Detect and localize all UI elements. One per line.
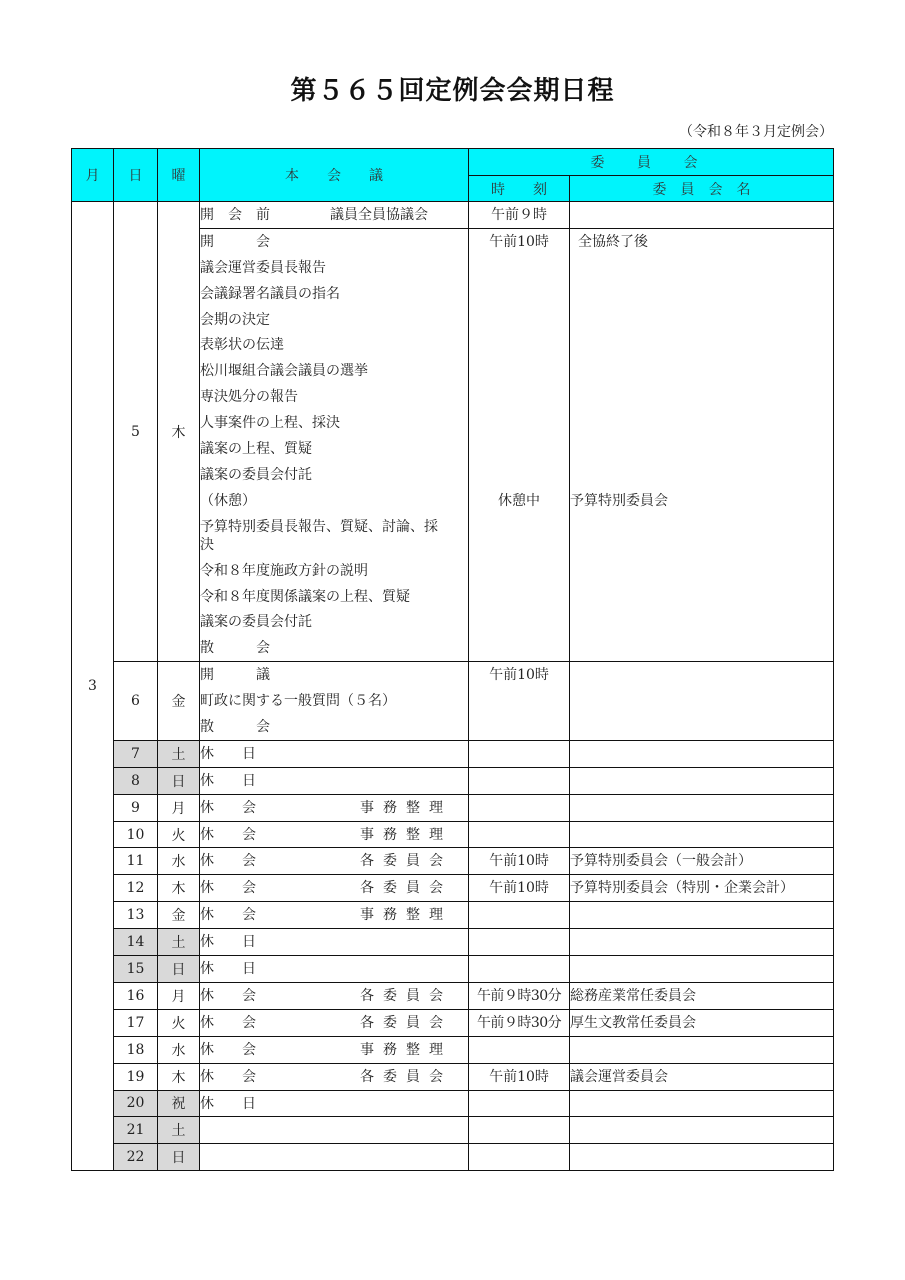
time-cell xyxy=(469,662,570,741)
weekday-cell: 日 xyxy=(158,956,200,983)
committee-value xyxy=(570,768,833,794)
time-cell xyxy=(469,902,570,929)
time-cell xyxy=(469,1036,570,1063)
day-cell: 20 xyxy=(114,1090,158,1117)
day-cell: 17 xyxy=(114,1009,158,1036)
time-cell xyxy=(469,740,570,767)
header-weekday: 曜 xyxy=(158,149,200,202)
time-value xyxy=(469,795,569,821)
plenary-label: 休 会 xyxy=(200,907,256,924)
agenda-item: 人事案件の上程、採決 xyxy=(200,415,340,432)
committee-cell xyxy=(570,202,834,229)
committee-cell xyxy=(570,902,834,929)
plenary-cell xyxy=(200,767,469,794)
time-value xyxy=(469,902,569,928)
table-row xyxy=(72,1144,834,1171)
plenary-cell xyxy=(200,202,469,229)
plenary-detail: 各委員会 xyxy=(360,1068,452,1085)
plenary-label: 休 会 xyxy=(200,1041,256,1058)
agenda-item: 松川堰組合議会議員の選挙 xyxy=(200,363,368,380)
plenary-label: 休 会 xyxy=(200,880,256,897)
agenda-item: 議会運営委員長報告 xyxy=(200,259,326,276)
weekday-cell: 木 xyxy=(158,875,200,902)
time-value xyxy=(469,741,569,767)
committee-value xyxy=(570,741,833,767)
weekday-cell: 火 xyxy=(158,1009,200,1036)
table-row xyxy=(72,875,834,902)
committee-cell xyxy=(570,767,834,794)
day-cell: 9 xyxy=(114,794,158,821)
header-time: 時 刻 xyxy=(469,176,570,202)
header-committee: 委 員 会 xyxy=(469,149,834,176)
committee-cell xyxy=(570,1063,834,1090)
time-value: 午前10時 xyxy=(489,667,549,684)
day-cell: 8 xyxy=(114,767,158,794)
time-cell xyxy=(469,956,570,983)
table-row xyxy=(72,1009,834,1036)
plenary-cell xyxy=(200,740,469,767)
day-cell: 12 xyxy=(114,875,158,902)
plenary-detail: 各委員会 xyxy=(360,853,452,870)
day-cell: 13 xyxy=(114,902,158,929)
plenary-cell xyxy=(200,848,469,875)
plenary-label: 休 会 xyxy=(200,1068,256,1085)
time-value xyxy=(469,768,569,794)
agenda-item: 令和８年度関係議案の上程、質疑 xyxy=(200,588,410,605)
committee-value: 予算特別委員会（特別・企業会計） xyxy=(570,880,794,897)
plenary-label: 休 会 xyxy=(200,826,256,843)
time-value xyxy=(469,1037,569,1063)
agenda-item: 専決処分の報告 xyxy=(200,389,298,406)
plenary-cell xyxy=(200,821,469,848)
plenary-label: 休 会 xyxy=(200,799,256,816)
table-row xyxy=(72,1117,834,1144)
time-cell xyxy=(469,929,570,956)
time-value xyxy=(469,1091,569,1117)
day-cell: 18 xyxy=(114,1036,158,1063)
plenary-cell xyxy=(200,1009,469,1036)
agenda-item: 散 会 xyxy=(200,640,270,657)
plenary-cell xyxy=(200,1036,469,1063)
agenda-item: 散 会 xyxy=(200,719,270,736)
committee-cell xyxy=(570,662,834,741)
agenda-item: 令和８年度施政方針の説明 xyxy=(200,562,368,579)
plenary-detail: 事務整理 xyxy=(360,826,452,843)
committee-value: 議会運営委員会 xyxy=(570,1068,668,1085)
time-cell xyxy=(469,1090,570,1117)
time-value: 午前９時30分 xyxy=(476,1014,562,1031)
time-value: 午前10時 xyxy=(489,1068,549,1085)
time-value: 午前10時 xyxy=(489,233,549,250)
time-cell xyxy=(469,202,570,229)
plenary-label: 休 会 xyxy=(200,987,256,1004)
day-cell: 16 xyxy=(114,982,158,1009)
committee-cell xyxy=(570,740,834,767)
plenary-cell xyxy=(200,794,469,821)
table-row xyxy=(72,1036,834,1063)
weekday-cell: 土 xyxy=(158,929,200,956)
time-cell xyxy=(469,1117,570,1144)
time-value xyxy=(469,1117,569,1143)
day-cell: 5 xyxy=(114,202,158,662)
day-cell: 11 xyxy=(114,848,158,875)
table-row xyxy=(72,982,834,1009)
schedule-table xyxy=(71,148,834,1171)
page-title: 第５６５回定例会会期日程 xyxy=(290,76,615,106)
day-cell: 21 xyxy=(114,1117,158,1144)
pre-label: 開 会 前 xyxy=(200,207,270,223)
committee-value xyxy=(570,822,833,848)
committee-value xyxy=(570,1091,833,1117)
table-row-day5-pre xyxy=(72,202,834,229)
agenda-item: 開 議 xyxy=(200,667,270,684)
committee-value xyxy=(570,929,833,955)
table-row xyxy=(72,956,834,983)
agenda-item: （休憩） xyxy=(200,492,256,509)
agenda-item: 表彰状の伝達 xyxy=(200,337,284,354)
committee-value: 予算特別委員会（一般会計） xyxy=(570,853,752,870)
time-value xyxy=(469,956,569,982)
day-cell: 7 xyxy=(114,740,158,767)
day-cell: 22 xyxy=(114,1144,158,1171)
agenda-item: 議案の委員会付託 xyxy=(200,614,312,631)
plenary-cell xyxy=(200,1144,469,1171)
committee-value: 厚生文教常任委員会 xyxy=(570,1014,696,1031)
plenary-cell xyxy=(200,902,469,929)
table-row xyxy=(72,767,834,794)
header-plenary: 本 会 議 xyxy=(200,149,469,202)
time-cell xyxy=(469,228,570,661)
committee-cell xyxy=(570,956,834,983)
day-cell: 14 xyxy=(114,929,158,956)
plenary-detail: 各委員会 xyxy=(360,1014,452,1031)
day-cell: 10 xyxy=(114,821,158,848)
plenary-cell xyxy=(200,1090,469,1117)
committee-cell xyxy=(570,929,834,956)
committee-cell xyxy=(570,1036,834,1063)
plenary-cell xyxy=(200,982,469,1009)
committee-value xyxy=(570,902,833,928)
table-row xyxy=(72,821,834,848)
plenary-label: 休 会 xyxy=(200,1014,256,1031)
weekday-cell: 土 xyxy=(158,740,200,767)
weekday-cell: 水 xyxy=(158,848,200,875)
committee-cell xyxy=(570,982,834,1009)
agenda-item: 議案の上程、質疑 xyxy=(200,441,312,458)
recess-time: 休憩中 xyxy=(498,492,540,509)
plenary-label: 休 日 xyxy=(200,772,256,789)
weekday-cell: 日 xyxy=(158,767,200,794)
committee-value xyxy=(570,1144,833,1170)
committee-value: 全協終了後 xyxy=(578,233,648,250)
weekday-cell: 水 xyxy=(158,1036,200,1063)
time-value: 午前９時 xyxy=(491,207,547,223)
time-cell xyxy=(469,848,570,875)
committee-cell xyxy=(570,1009,834,1036)
table-row xyxy=(72,1063,834,1090)
time-value: 午前10時 xyxy=(489,853,549,870)
committee-cell xyxy=(570,1144,834,1171)
committee-cell xyxy=(570,821,834,848)
table-row xyxy=(72,794,834,821)
plenary-label: 休 日 xyxy=(200,745,256,762)
plenary-cell xyxy=(200,1117,469,1144)
plenary-cell xyxy=(200,956,469,983)
time-value xyxy=(469,1144,569,1170)
weekday-cell: 月 xyxy=(158,982,200,1009)
committee-value: 総務産業常任委員会 xyxy=(570,987,696,1004)
weekday-cell: 日 xyxy=(158,1144,200,1171)
time-cell xyxy=(469,1144,570,1171)
header-month: 月 xyxy=(72,149,114,202)
weekday-cell: 木 xyxy=(158,1063,200,1090)
day-cell: 6 xyxy=(114,662,158,741)
plenary-detail: 事務整理 xyxy=(360,907,452,924)
day-cell: 19 xyxy=(114,1063,158,1090)
agenda-item: 町政に関する一般質問（５名） xyxy=(200,693,396,710)
plenary-items-cell xyxy=(200,662,469,741)
time-value: 午前９時30分 xyxy=(476,987,562,1004)
committee-cell xyxy=(570,848,834,875)
committee-value xyxy=(570,795,833,821)
agenda-item: 予算特別委員長報告、質疑、討論、採決 xyxy=(200,518,438,553)
plenary-label: 休 日 xyxy=(200,961,256,978)
committee-cell xyxy=(570,228,834,661)
committee-value xyxy=(570,1117,833,1143)
weekday-cell: 火 xyxy=(158,821,200,848)
plenary-cell xyxy=(200,875,469,902)
agenda-item: 会期の決定 xyxy=(200,311,270,328)
committee-value xyxy=(570,956,833,982)
plenary-label: 休 会 xyxy=(200,853,256,870)
day-cell: 15 xyxy=(114,956,158,983)
agenda-item: 開 会 xyxy=(200,233,270,250)
plenary-items-cell xyxy=(200,228,469,661)
committee-value xyxy=(570,202,833,228)
table-row xyxy=(72,848,834,875)
plenary-detail: 事務整理 xyxy=(360,799,452,816)
weekday-cell: 土 xyxy=(158,1117,200,1144)
table-row-day6 xyxy=(72,662,834,741)
table-row xyxy=(72,902,834,929)
weekday-cell: 金 xyxy=(158,902,200,929)
time-cell xyxy=(469,1063,570,1090)
time-cell xyxy=(469,982,570,1009)
time-cell xyxy=(469,767,570,794)
weekday-cell: 祝 xyxy=(158,1090,200,1117)
header-committee-name: 委 員 会 名 xyxy=(570,176,834,202)
table-row xyxy=(72,929,834,956)
time-value xyxy=(469,929,569,955)
pre-detail: 議員全員協議会 xyxy=(330,207,428,223)
weekday-cell: 木 xyxy=(158,202,200,662)
committee-value xyxy=(570,1037,833,1063)
time-cell xyxy=(469,821,570,848)
plenary-detail: 事務整理 xyxy=(360,1041,452,1058)
committee-cell xyxy=(570,1090,834,1117)
plenary-label: 休 日 xyxy=(200,1095,256,1112)
weekday-cell: 金 xyxy=(158,662,200,741)
time-cell xyxy=(469,794,570,821)
table-row xyxy=(72,1090,834,1117)
recess-committee: 予算特別委員会 xyxy=(570,492,668,509)
committee-cell xyxy=(570,794,834,821)
time-value xyxy=(469,822,569,848)
plenary-detail: 各委員会 xyxy=(360,880,452,897)
session-subtitle: （令和８年３月定例会） xyxy=(679,124,833,140)
committee-cell xyxy=(570,1117,834,1144)
weekday-cell: 月 xyxy=(158,794,200,821)
plenary-label: 休 日 xyxy=(200,934,256,951)
table-row xyxy=(72,740,834,767)
month-cell: 3 xyxy=(72,202,114,1171)
plenary-cell xyxy=(200,1063,469,1090)
time-cell xyxy=(469,875,570,902)
time-value: 午前10時 xyxy=(489,880,549,897)
plenary-detail: 各委員会 xyxy=(360,987,452,1004)
agenda-item: 会議録署名議員の指名 xyxy=(200,285,340,302)
plenary-cell xyxy=(200,929,469,956)
committee-cell xyxy=(570,875,834,902)
agenda-item: 議案の委員会付託 xyxy=(200,466,312,483)
time-cell xyxy=(469,1009,570,1036)
committee-value xyxy=(570,662,833,688)
header-day: 日 xyxy=(114,149,158,202)
